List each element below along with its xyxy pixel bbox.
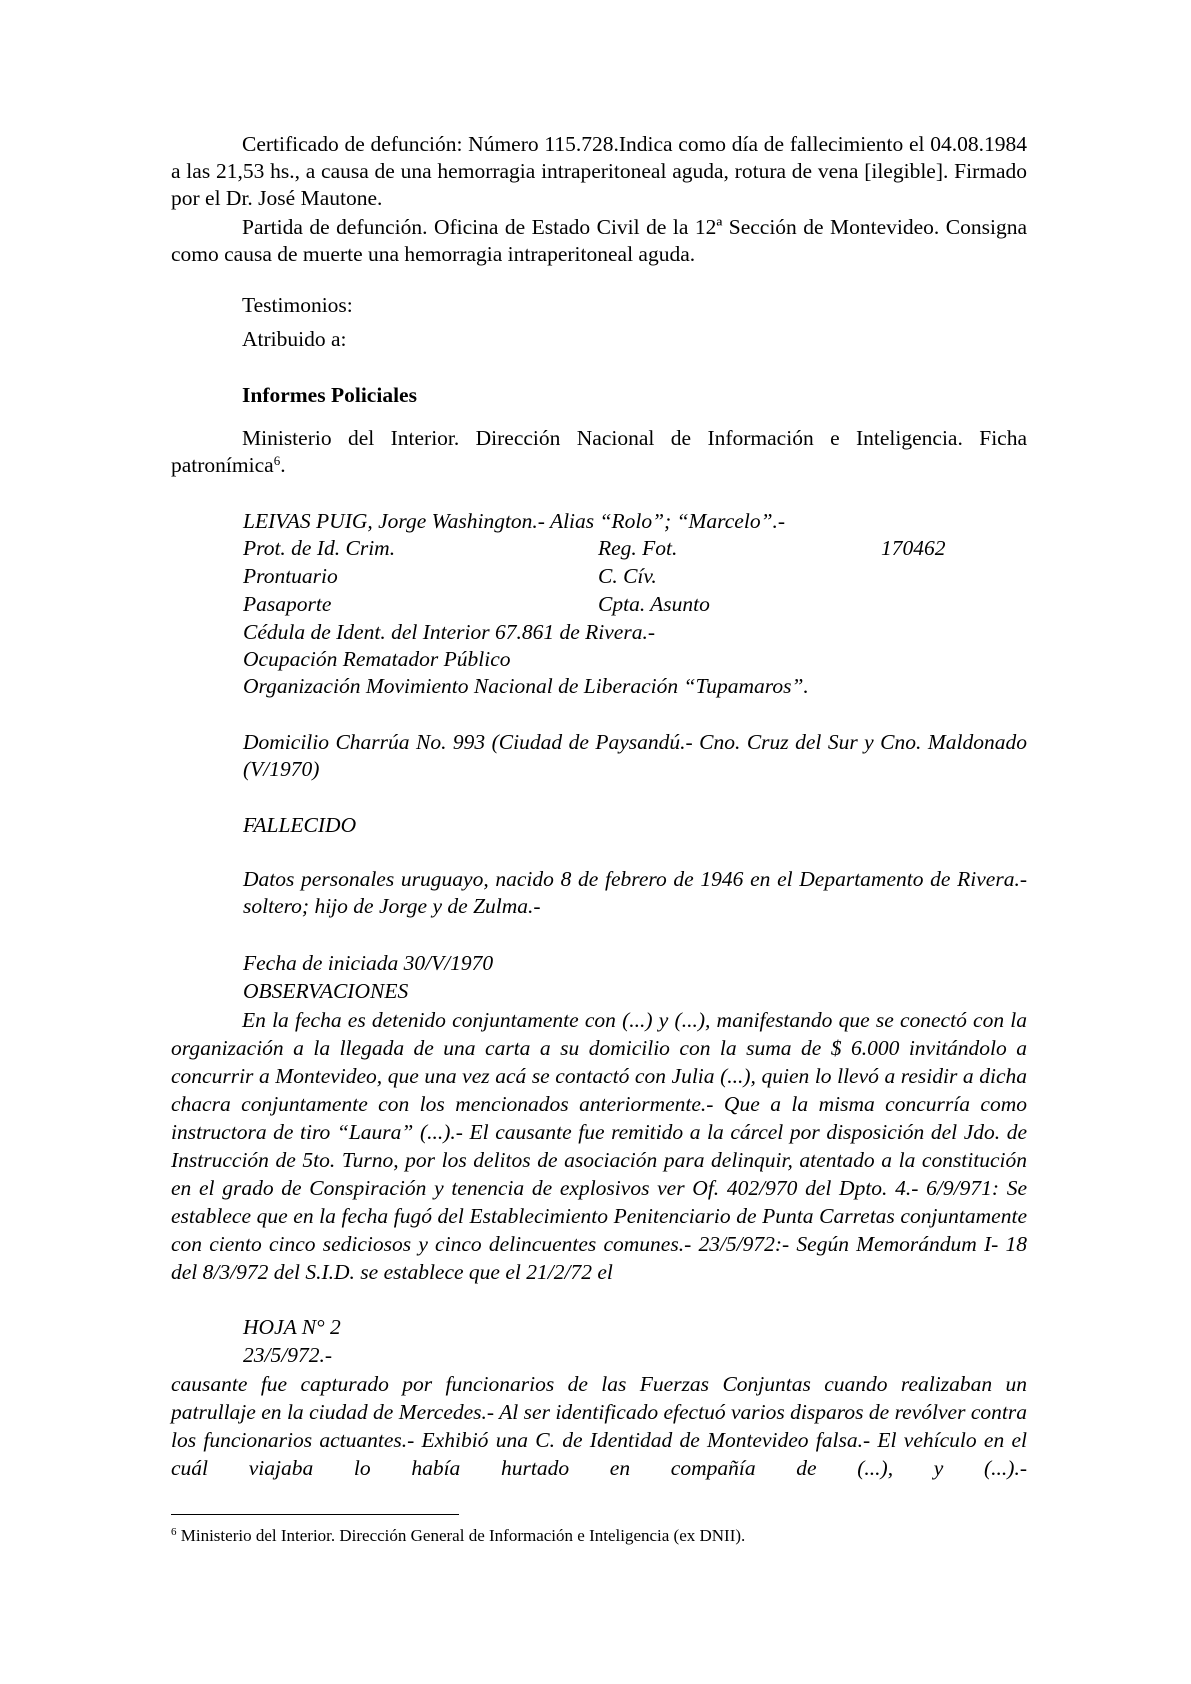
paragraph-atribuido: Atribuido a: [242, 327, 347, 351]
ficha-cell: Prot. de Id. Crim. [243, 536, 396, 560]
ficha-cell: Cpta. Asunto [598, 592, 710, 616]
ficha-patronimica [171, 508, 1027, 700]
ficha-datos: Datos personales uruguayo, nacido 8 de febrero de 1946 en el Departamento de Rivera.- soltero; hijo de Jorge y de Zulma.- [243, 867, 1027, 918]
ministerio-text: Ministerio del Interior. Dirección Nacional de Información e Inteligencia. Ficha patronímica [171, 426, 1027, 477]
footnote-separator [171, 1514, 459, 1515]
ficha-row [171, 535, 1027, 563]
ficha-ocupacion: Ocupación Rematador Público [243, 647, 511, 671]
ficha-cell: Prontuario [243, 564, 338, 588]
ficha-row [171, 563, 1027, 591]
ficha-cedula: Cédula de Ident. del Interior 67.861 de Rivera.- [243, 620, 655, 644]
ficha-cell: 170462 [881, 536, 946, 560]
ficha-continuacion: causante fue capturado por funcionarios de las Fuerzas Conjuntas cuando realizaban un patrullaje en la ciudad de Mercedes.- Al ser identificado efectuó varios disparos de revólver contra los funcionarios actuantes.- Exhibió una C. de Identidad de Montevideo falsa.- El vehículo en el cuál viajaba lo había hurtado en compañía de (...), y (...).- [171, 1372, 1027, 1480]
paragraph-certificado: Certificado de defunción: Número 115.728.Indica como día de fallecimiento el 04.08.1984 a las 21,53 hs., a causa de una hemorragia intraperitoneal aguda, rotura de vena [ilegible]. Firmado por el Dr. José Mautone. [171, 132, 1027, 210]
ministerio-after: . [280, 453, 286, 477]
ficha-cell: Reg. Fot. [598, 536, 678, 560]
paragraph-testimonios: Testimonios: [242, 293, 353, 317]
ficha-row [171, 591, 1027, 619]
ficha-observaciones-label: OBSERVACIONES [243, 979, 409, 1003]
ficha-cell: C. Cív. [598, 564, 657, 588]
section-heading: Informes Policiales [242, 383, 417, 407]
ficha-cell: Pasaporte [243, 592, 332, 616]
ficha-hoja: HOJA N° 2 [243, 1315, 341, 1339]
footnote-number: 6 [171, 1526, 177, 1538]
ficha-hoja-fecha: 23/5/972.- [243, 1343, 332, 1367]
paragraph-partida: Partida de defunción. Oficina de Estado Civil de la 12ª Sección de Montevideo. Consigna como causa de muerte una hemorragia intraperitoneal aguda. [171, 215, 1027, 266]
footnote-ref: 6 [273, 453, 281, 468]
paragraph-ministerio [171, 425, 1027, 479]
ficha-organizacion: Organización Movimiento Nacional de Liberación “Tupamaros”. [243, 674, 809, 698]
ficha-name-line: LEIVAS PUIG, Jorge Washington.- Alias “Rolo”; “Marcelo”.- [243, 509, 786, 533]
footnote [171, 1525, 745, 1547]
ficha-fallecido: FALLECIDO [243, 813, 357, 837]
ficha-fecha-iniciada: Fecha de iniciada 30/V/1970 [243, 951, 494, 975]
footnote-text: Ministerio del Interior. Dirección General de Información e Inteligencia (ex DNII). [176, 1526, 746, 1545]
ficha-domicilio: Domicilio Charrúa No. 993 (Ciudad de Paysandú.- Cno. Cruz del Sur y Cno. Maldonado (V/1970) [243, 730, 1027, 781]
ficha-observaciones: En la fecha es detenido conjuntamente con (...) y (...), manifestando que se conectó con la organización a la llegada de una carta a su domicilio con la suma de $ 6.000 invitándolo a concurrir a Montevideo, que una vez acá se contactó con Julia (...), quien lo llevó a residir a dicha chacra conjuntamente con los mencionados anteriormente.- Que a la misma concurría como instructora de tiro “Laura” (...).- El causante fue remitido a la cárcel por disposición del Jdo. de Instrucción de 5to. Turno, por los delitos de asociación para delinquir, atentado a la constitución en el grado de Conspiración y tenencia de explosivos ver Of. 402/970 del Dpto. 4.- 6/9/971: Se establece que en la fecha fugó del Establecimiento Penitenciario de Punta Carretas conjuntamente con ciento cinco sediciosos y cinco delincuentes comunes.- 23/5/972:- Según Memorándum I- 18 del 8/3/972 del S.I.D. se establece que el 21/2/72 el [171, 1008, 1027, 1284]
